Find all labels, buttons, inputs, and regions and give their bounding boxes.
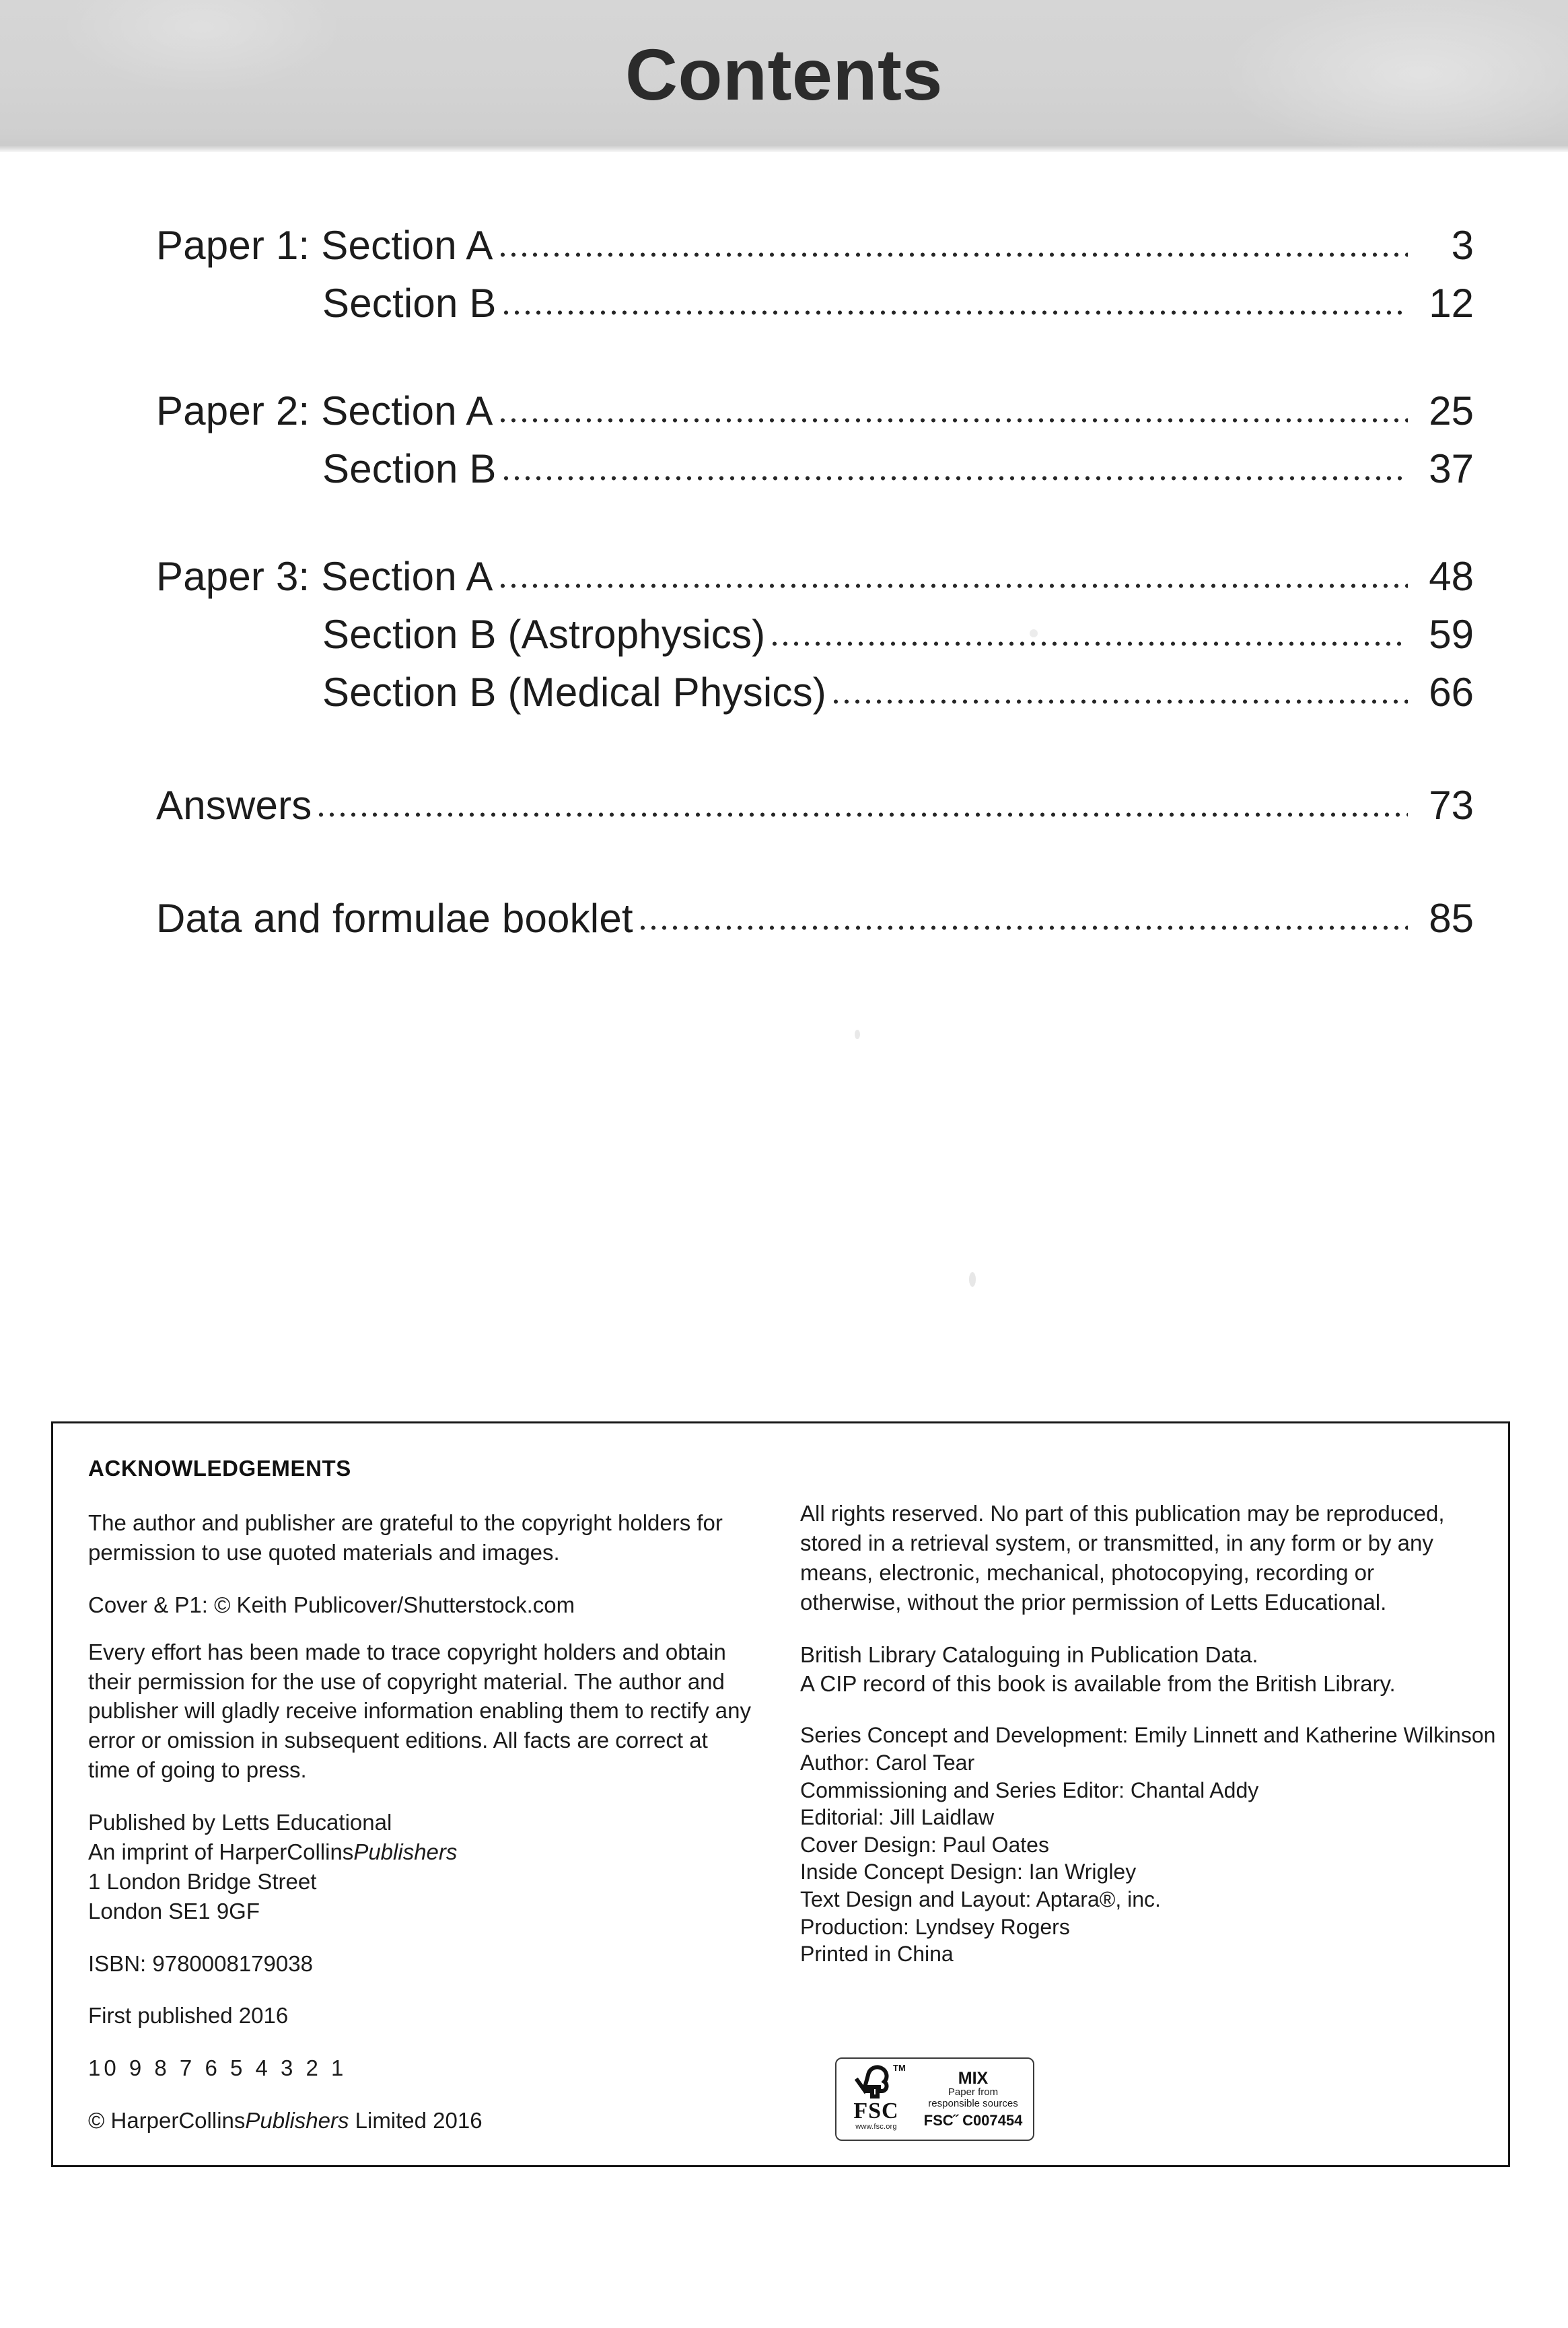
credit-line: Production: Lyndsey Rogers <box>800 1914 1070 1939</box>
fsc-logo-left <box>836 2059 916 2140</box>
copyright-year: Limited 2016 <box>349 2108 483 2133</box>
fsc-logo <box>835 2057 1034 2141</box>
toc-entry[interactable] <box>0 895 1568 953</box>
toc-entry-page-number: 37 <box>1429 446 1474 491</box>
toc-entry-label: Section B (Medical Physics) <box>322 670 826 715</box>
acknowledgements-heading: ACKNOWLEDGEMENTS <box>88 1456 351 1481</box>
toc-entry-page-number: 59 <box>1429 612 1474 657</box>
toc-entry-label: Section B <box>322 446 497 491</box>
acknowledgements-right-column <box>800 1456 1496 2165</box>
cover-credit-paragraph: Cover & P1: © Keith Publicover/Shutterstock.com <box>88 1592 575 1617</box>
copyright-line <box>88 2106 752 2136</box>
credit-line: Series Concept and Development: Emily Linnett and Katherine Wilkinson <box>800 1723 1496 1748</box>
copyright-holder-italic: Publishers <box>245 2108 349 2133</box>
cip-line-2: A CIP record of this book is available from the British Library. <box>800 1671 1396 1697</box>
print-run-line: 10 9 8 7 6 5 4 3 2 1 <box>88 2055 347 2081</box>
acknowledgements-intro-paragraph: The author and publisher are grateful to the copyright holders for permission to use quoted materials and images. <box>88 1510 723 1565</box>
toc-entry[interactable] <box>0 222 1568 280</box>
imprint-text: An imprint of HarperCollins <box>88 1839 354 1864</box>
toc-entry-page-number: 12 <box>1429 281 1474 326</box>
toc-group <box>0 388 1568 503</box>
toc-leader-dots <box>497 248 1408 259</box>
toc-entry[interactable] <box>0 280 1568 338</box>
toc-group <box>0 222 1568 338</box>
fsc-mix-label: MIX <box>958 2068 989 2088</box>
credit-line: Printed in China <box>800 1942 954 1967</box>
toc-group-spacer <box>0 840 1568 895</box>
isbn-line: ISBN: 9780008179038 <box>88 1950 313 1976</box>
toc-entry-label: Paper 2: Section A <box>156 388 493 433</box>
toc-entry-page-number: 3 <box>1451 223 1474 268</box>
toc-entry-label: Data and formulae booklet <box>156 896 633 941</box>
toc-group <box>0 895 1568 953</box>
toc-entry[interactable] <box>0 782 1568 840</box>
publisher-street: 1 London Bridge Street <box>88 1868 317 1894</box>
toc-leader-dots <box>637 921 1408 932</box>
toc-entry-page-number: 73 <box>1429 783 1474 828</box>
toc-entry-label: Paper 1: Section A <box>156 223 493 268</box>
cip-block <box>800 1640 1473 1699</box>
toc-group-spacer <box>0 503 1568 553</box>
toc-leader-dots <box>316 808 1408 819</box>
fsc-logo-right <box>916 2059 1033 2140</box>
scan-speck <box>969 1272 976 1287</box>
publisher-city: London SE1 9GF <box>88 1898 260 1924</box>
table-of-contents <box>0 222 1568 953</box>
toc-entry[interactable] <box>0 611 1568 669</box>
toc-leader-dots <box>769 637 1408 648</box>
credit-line: Commissioning and Series Editor: Chantal Addy <box>800 1777 1259 1802</box>
toc-leader-dots <box>830 695 1408 706</box>
scan-speck <box>855 1030 860 1039</box>
publisher-address-block <box>88 1808 752 1926</box>
fsc-subtitle-line1: Paper from <box>948 2086 999 2098</box>
acknowledgements-box <box>51 1421 1510 2167</box>
toc-entry-page-number: 66 <box>1429 670 1474 715</box>
credit-line: Text Design and Layout: Aptara®, inc. <box>800 1887 1161 1911</box>
toc-group-spacer <box>0 338 1568 388</box>
toc-entry-page-number: 85 <box>1429 896 1474 941</box>
toc-entry-label: Paper 3: Section A <box>156 554 493 599</box>
toc-entry-label: Section B <box>322 281 497 326</box>
toc-entry[interactable] <box>0 446 1568 503</box>
fsc-trademark-label: TM <box>893 2063 906 2073</box>
credit-line: Author: Carol Tear <box>800 1750 975 1775</box>
toc-entry-label: Section B (Astrophysics) <box>322 612 766 657</box>
fsc-certificate-code: FSC˝ C007454 <box>923 2111 1023 2129</box>
toc-leader-dots <box>501 306 1408 317</box>
page-header-band <box>0 0 1568 152</box>
credits-block <box>800 1722 1496 1968</box>
toc-entry-page-number: 25 <box>1429 388 1474 433</box>
copyright-holder: © HarperCollins <box>88 2108 246 2133</box>
imprint-italic: Publishers <box>353 1839 458 1864</box>
toc-entry[interactable] <box>0 388 1568 446</box>
acknowledgements-left-column <box>88 1456 752 2165</box>
toc-entry[interactable] <box>0 553 1568 611</box>
toc-group <box>0 553 1568 727</box>
cip-line-1: British Library Cataloguing in Publication Data. <box>800 1642 1258 1667</box>
toc-entry-page-number: 48 <box>1429 554 1474 599</box>
fsc-url: www.fsc.org <box>855 2123 897 2131</box>
credit-line: Editorial: Jill Laidlaw <box>800 1805 995 1830</box>
copyright-trace-paragraph: Every effort has been made to trace copyright holders and obtain their permission for the use of copyright material. The author and publisher will gladly receive information enabling them to rectify any error or omission in subsequent editions. All facts are correct at time of going to press. <box>88 1639 751 1783</box>
scan-speck <box>1030 629 1038 637</box>
toc-leader-dots <box>501 472 1408 483</box>
publisher-name: Published by Letts Educational <box>88 1810 392 1835</box>
toc-entry-label: Answers <box>156 783 312 828</box>
page-title: Contents <box>625 34 943 115</box>
fsc-subtitle-line2: responsible sources <box>928 2097 1018 2109</box>
credit-line: Inside Concept Design: Ian Wrigley <box>800 1860 1137 1884</box>
toc-leader-dots <box>497 579 1408 590</box>
all-rights-reserved-paragraph: All rights reserved. No part of this publication may be reproduced, stored in a retrieval system, or transmitted, in any form or by any means, electronic, mechanical, photocopying, recording or otherwise, without the prior permission of Letts Educational. <box>800 1501 1445 1615</box>
toc-group-spacer <box>0 727 1568 782</box>
publisher-imprint <box>88 1837 752 1867</box>
first-published-line: First published 2016 <box>88 2003 289 2029</box>
fsc-wordmark: FSC <box>853 2098 899 2123</box>
toc-entry[interactable] <box>0 669 1568 727</box>
toc-group <box>0 782 1568 840</box>
toc-leader-dots <box>497 414 1408 425</box>
credit-line: Cover Design: Paul Oates <box>800 1832 1049 1857</box>
